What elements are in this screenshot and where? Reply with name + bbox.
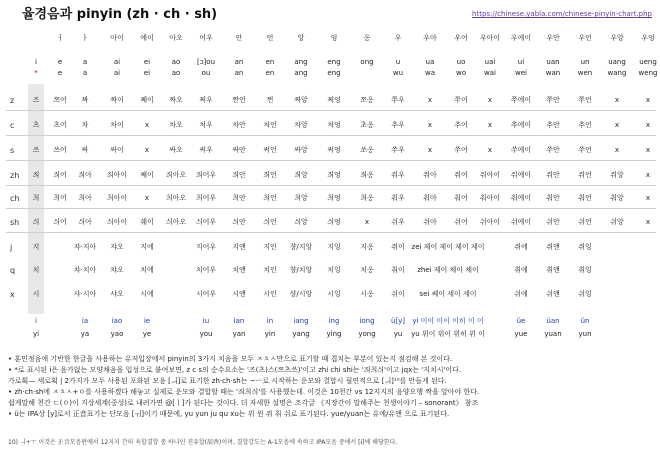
header-ko: 우엉 bbox=[641, 34, 655, 42]
table-cell: 써언 bbox=[263, 146, 277, 154]
table-cell: 쉬앤 bbox=[546, 290, 560, 298]
table-cell: 쉬언 bbox=[578, 218, 592, 226]
table-cell: 즤앙 bbox=[294, 171, 308, 179]
header-pinyin-alt: * bbox=[34, 69, 38, 77]
table-cell: 줘어 bbox=[454, 171, 468, 179]
row-initial: 츠 bbox=[32, 121, 40, 129]
bottom-pinyin-alt: yu 위이 위이 위히 위 이 bbox=[411, 330, 485, 338]
table-cell: 짜이 bbox=[110, 96, 124, 104]
table-cell: 츼아오 bbox=[165, 194, 187, 202]
table-cell: 치어우 bbox=[195, 266, 217, 274]
header-pinyin-alt: wai bbox=[484, 69, 496, 77]
bottom-pinyin-alt: ya bbox=[80, 330, 90, 338]
bottom-pinyin: i bbox=[35, 317, 37, 325]
table-cell: 처엉 bbox=[327, 121, 341, 129]
header-pinyin: [ɔ]ou bbox=[196, 58, 216, 66]
header-pinyin: uan bbox=[546, 58, 560, 66]
table-cell: 즤아오 bbox=[165, 171, 187, 179]
table-cell: 써우 bbox=[199, 146, 213, 154]
table-cell: 줘안 bbox=[546, 171, 560, 179]
header-pinyin: ueng bbox=[639, 58, 657, 66]
bottom-pinyin-alt: ying bbox=[326, 330, 342, 338]
table-cell: 싀아이 bbox=[106, 218, 128, 226]
table-cell: 쑤안 bbox=[546, 146, 560, 154]
header-pinyin-alt: wang bbox=[607, 69, 627, 77]
table-cell: 춰언 bbox=[578, 194, 592, 202]
table-cell: sei 쎄이 세이 세이 bbox=[419, 290, 477, 298]
row-divider bbox=[6, 232, 656, 233]
bottom-pinyin: iao bbox=[111, 317, 123, 325]
table-cell: 치인 bbox=[263, 266, 277, 274]
header-pinyin: an bbox=[234, 58, 244, 66]
table-cell: 즤언 bbox=[263, 171, 277, 179]
page-title: 율경음과 pinyin (zh · ch · sh) bbox=[22, 7, 218, 22]
table-cell: 싀엉 bbox=[327, 218, 341, 226]
table-cell: 즤아 bbox=[78, 171, 92, 179]
table-cell: 시어우 bbox=[195, 290, 217, 298]
row-initial: 츼 bbox=[32, 194, 40, 202]
header-pinyin-alt: wa bbox=[424, 69, 436, 77]
header-pinyin: un bbox=[580, 58, 590, 66]
table-cell: 춰우 bbox=[391, 194, 405, 202]
table-cell: 쩌엉 bbox=[327, 96, 341, 104]
row-label: sh bbox=[10, 218, 20, 227]
table-cell: 싸 bbox=[81, 146, 89, 154]
bottom-pinyin: üan bbox=[546, 317, 560, 325]
table-cell: 추우 bbox=[391, 121, 405, 129]
table-cell: x bbox=[614, 121, 620, 129]
table-cell: 즤아이 bbox=[106, 171, 128, 179]
table-cell: 쉬아 bbox=[423, 218, 437, 226]
note-line: • *로 표시된 i은 음가없는 모양채음을 입성으로 붙여보면, z c s의 순수요소는 '즈(츠)스(쯔츠쓰)'이고 zhi chi shi는 '즤츼싀'이고 jqx는 '지치시'이다. bbox=[8, 366, 462, 374]
table-cell: 시잉 bbox=[327, 290, 341, 298]
table-cell: 짜앙 bbox=[294, 96, 308, 104]
bottom-pinyin-alt: yi bbox=[32, 330, 40, 338]
row-label: zh bbox=[10, 171, 20, 180]
row-divider bbox=[6, 185, 656, 186]
table-cell: 쑤어 bbox=[454, 146, 468, 154]
note-line: • zh·ch·sh에 ㅈㅊㅅ+ㅇ를 사용하겠다 해놓고 실제로 운모와 결합할 때는 '즤츼싀'를 사용했는데. 이것은 10천간 vs 12지지의 음양오행 짝을 알아야 한다. bbox=[8, 388, 480, 396]
table-cell: 싸오 bbox=[169, 146, 183, 154]
bottom-pinyin-alt: yang bbox=[292, 330, 310, 338]
header-pinyin-alt: ao bbox=[171, 69, 181, 77]
bottom-pinyin-alt: yuan bbox=[544, 330, 562, 338]
row-label: z bbox=[10, 96, 15, 105]
header-pinyin: ei bbox=[143, 58, 151, 66]
table-cell: 추에이 bbox=[510, 121, 532, 129]
bottom-pinyin-alt: yue bbox=[514, 330, 528, 338]
bottom-pinyin: in bbox=[266, 317, 274, 325]
table-cell: 쭈언 bbox=[578, 96, 592, 104]
table-cell: 줘우 bbox=[391, 171, 405, 179]
table-cell: 싀앙 bbox=[294, 218, 308, 226]
header-pinyin-alt: e bbox=[57, 69, 63, 77]
header-pinyin: en bbox=[265, 58, 275, 66]
header-pinyin-alt: a bbox=[82, 69, 88, 77]
table-cell: 싸안 bbox=[232, 146, 246, 154]
header-ko: 엉 bbox=[330, 34, 338, 42]
table-cell: 지어우 bbox=[195, 243, 217, 251]
table-cell: 시앤 bbox=[232, 290, 246, 298]
header-ko: 아오 bbox=[169, 34, 183, 42]
table-cell: 챠·치아 bbox=[73, 266, 97, 274]
table-cell: x bbox=[645, 96, 651, 104]
table-cell: zei 제이 제이 제이 제이 bbox=[411, 243, 485, 251]
table-cell: 즤안 bbox=[232, 171, 246, 179]
row-label: ch bbox=[10, 194, 20, 203]
table-cell: zhei 제이 체이 체이 bbox=[417, 266, 479, 274]
table-cell: 치잉 bbox=[327, 266, 341, 274]
header-pinyin-alt: wei bbox=[515, 69, 527, 77]
header-pinyin: ui bbox=[517, 58, 525, 66]
table-cell: x bbox=[427, 146, 433, 154]
row-divider bbox=[6, 208, 656, 209]
table-cell: 쉬에 bbox=[514, 290, 528, 298]
table-cell: 추어 bbox=[454, 121, 468, 129]
table-cell: x bbox=[487, 146, 493, 154]
table-cell: 쭈에이 bbox=[510, 96, 532, 104]
table-cell: 줘아이 bbox=[479, 171, 501, 179]
table-cell: 취앤 bbox=[546, 266, 560, 274]
bottom-pinyin-alt: yu bbox=[393, 330, 403, 338]
table-cell: x bbox=[645, 121, 651, 129]
bottom-pinyin: ü[y] bbox=[390, 317, 406, 325]
table-cell: 춰아 bbox=[423, 194, 437, 202]
table-cell: 쉬잉 bbox=[578, 290, 592, 298]
table-cell: x bbox=[645, 218, 651, 226]
bottom-pinyin: ie bbox=[143, 317, 151, 325]
bottom-pinyin-alt: yun bbox=[578, 330, 592, 338]
table-cell: 춰에이 bbox=[510, 194, 532, 202]
table-cell: 츼언 bbox=[263, 194, 277, 202]
table-cell: 츠어 bbox=[53, 121, 67, 129]
table-cell: 츼어우 bbox=[195, 194, 217, 202]
header-pinyin-alt: ai bbox=[113, 69, 121, 77]
table-cell: 쉬아이 bbox=[479, 218, 501, 226]
table-cell: 처우 bbox=[199, 121, 213, 129]
table-cell: 쟈오 bbox=[110, 243, 124, 251]
table-cell: 싸앙 bbox=[294, 146, 308, 154]
header-ko: 어우 bbox=[199, 34, 213, 42]
table-cell: 쑤언 bbox=[578, 146, 592, 154]
initials-shade bbox=[28, 84, 44, 240]
row-divider bbox=[6, 110, 656, 111]
header-ko: 우어 bbox=[454, 34, 468, 42]
header-ko: 언 bbox=[266, 34, 274, 42]
table-cell: 싀어우 bbox=[195, 218, 217, 226]
table-cell: x bbox=[487, 96, 493, 104]
table-cell: 짠언 bbox=[232, 96, 246, 104]
table-cell: 차오 bbox=[169, 121, 183, 129]
note-line: • 훈민정음에 기반한 한글을 사용하는 유저입장에서 pinyin의 3가지 치음을 모두 ㅈㅊㅅ만으로 표기할 때 겹치는 부분이 있는지 점검해 본 것이다. bbox=[8, 355, 453, 363]
row-initial: 싀 bbox=[32, 218, 40, 226]
header-pinyin-alt: ang bbox=[294, 69, 308, 77]
table-cell: 쉬안 bbox=[546, 218, 560, 226]
header-pinyin: ao bbox=[171, 58, 181, 66]
table-cell: 즤엉 bbox=[327, 171, 341, 179]
table-cell: 쩨이 bbox=[140, 171, 154, 179]
row-initial: 즤 bbox=[32, 171, 40, 179]
table-cell: 지잉 bbox=[327, 243, 341, 251]
table-cell: 줘아 bbox=[423, 171, 437, 179]
bottom-pinyin: ia bbox=[81, 317, 89, 325]
table-cell: 츼안 bbox=[232, 194, 246, 202]
table-cell: 춰아이 bbox=[479, 194, 501, 202]
row-label: s bbox=[10, 146, 15, 155]
table-cell: x bbox=[645, 171, 651, 179]
bottom-pinyin: yi 이이 이이 이히 이 이 bbox=[412, 317, 484, 325]
header-pinyin-alt: wen bbox=[577, 69, 593, 77]
table-cell: 쉬이 bbox=[391, 290, 405, 298]
table-cell: x bbox=[614, 146, 620, 154]
table-cell: 즤옹 bbox=[360, 171, 374, 179]
table-cell: 추안 bbox=[546, 121, 560, 129]
table-cell: 춰앙 bbox=[610, 194, 624, 202]
table-cell: 시인 bbox=[263, 290, 277, 298]
note-line: 쉽게말해 천간 ㄷ(ㅇ)이 지상세계(중성)로 내려가면 @[ㅣ]가 된다는 것이다. 더 자세한 설명은 조각글 《지장간이 말해주는 천생이야기 – sonorant》 참조 bbox=[8, 399, 479, 407]
bottom-pinyin: ün bbox=[580, 317, 590, 325]
note-line: • ü는 IPA상 [y]로서 正音표기는 단모음 [ㅟ]이기 때문에, yu yun ju qu xu는 위 윈 쥐 취 쉬로 표기된다. yue/yuan는 유에/유앤 으로 표기된다. bbox=[8, 410, 450, 418]
table-cell: 챠오 bbox=[110, 266, 124, 274]
table-cell: 치옹 bbox=[360, 266, 374, 274]
table-cell: 쪼옹 bbox=[360, 96, 374, 104]
note-line: 가로획— 세로획 | 2가지가 모두 사용된 포화된 모음 [ㅢ]로 표기한 zh·ch·sh는 ~ㅡ로 시작하는 운모와 결합시 필연적으로 [ㅢ]¹⁰를 만들게 된다. bbox=[8, 377, 447, 385]
header-ko: 에이 bbox=[140, 34, 154, 42]
header-ko: 우에이 bbox=[510, 34, 532, 42]
table-cell: 초옹 bbox=[360, 121, 374, 129]
header-ko: 앙 bbox=[297, 34, 305, 42]
table-cell: 츼옹 bbox=[360, 194, 374, 202]
table-cell: 쥐이 bbox=[391, 243, 405, 251]
table-cell: 쉬앙 bbox=[610, 218, 624, 226]
table-cell: 치앤 bbox=[232, 266, 246, 274]
table-cell: x bbox=[364, 218, 370, 226]
table-cell: x bbox=[427, 96, 433, 104]
table-cell: 쩨이 bbox=[140, 96, 154, 104]
table-cell: 차 bbox=[81, 121, 89, 129]
table-cell: 시에 bbox=[140, 290, 154, 298]
table-cell: 쑤우 bbox=[391, 146, 405, 154]
row-label: x bbox=[10, 290, 15, 299]
header-ko: 우아 bbox=[423, 34, 437, 42]
table-cell: 차안 bbox=[232, 121, 246, 129]
table-cell: 샤·시아 bbox=[73, 290, 97, 298]
table-cell: 츼앙 bbox=[294, 194, 308, 202]
table-cell: x bbox=[144, 194, 150, 202]
header-pinyin-alt: eng bbox=[327, 69, 341, 77]
table-cell: 차앙 bbox=[294, 121, 308, 129]
table-cell: 싀언 bbox=[263, 218, 277, 226]
table-cell: 지옹 bbox=[360, 243, 374, 251]
table-cell: 싀어 bbox=[53, 218, 67, 226]
table-cell: 춰어 bbox=[454, 194, 468, 202]
table-cell: 샤오 bbox=[110, 290, 124, 298]
table-cell: 쉬어 bbox=[454, 218, 468, 226]
table-cell: 취에 bbox=[514, 266, 528, 274]
table-cell: x bbox=[645, 194, 651, 202]
header-pinyin-alt: weng bbox=[638, 69, 658, 77]
table-cell: 쯔어 bbox=[53, 96, 67, 104]
table-cell: 쥐에 bbox=[514, 243, 528, 251]
table-cell: 쟝/지앙 bbox=[289, 243, 313, 251]
header-pinyin: e bbox=[57, 58, 63, 66]
table-cell: x bbox=[144, 121, 150, 129]
table-cell: 츼엉 bbox=[327, 194, 341, 202]
table-cell: 즤어 bbox=[53, 171, 67, 179]
header-ko: 우앙 bbox=[610, 34, 624, 42]
table-cell: 춰안 bbox=[546, 194, 560, 202]
table-cell: 쥐앤 bbox=[546, 243, 560, 251]
table-cell: 줘언 bbox=[578, 171, 592, 179]
row-divider bbox=[6, 160, 656, 161]
row-label: j bbox=[10, 243, 13, 252]
bottom-pinyin: üe bbox=[516, 317, 526, 325]
table-cell: 샹/시앙 bbox=[289, 290, 313, 298]
header-ko: 우 bbox=[394, 34, 402, 42]
row-initial: 쓰 bbox=[32, 146, 40, 154]
table-cell: x bbox=[427, 121, 433, 129]
header-pinyin: ai bbox=[113, 58, 121, 66]
table-cell: x bbox=[614, 96, 620, 104]
bottom-pinyin: iong bbox=[359, 317, 375, 325]
table-cell: 줘에이 bbox=[510, 171, 532, 179]
table-cell: 줘앙 bbox=[610, 171, 624, 179]
table-cell: 츼아이 bbox=[106, 194, 128, 202]
header-pinyin: i bbox=[35, 58, 37, 66]
row-initial: 지 bbox=[32, 243, 40, 251]
table-cell: 쑤에이 bbox=[510, 146, 532, 154]
table-cell: 쓰어 bbox=[53, 146, 67, 154]
header-ko: ㅏ bbox=[81, 34, 89, 42]
bottom-pinyin: ian bbox=[233, 317, 245, 325]
bottom-pinyin-alt: yao bbox=[110, 330, 124, 338]
header-pinyin-alt: en bbox=[265, 69, 275, 77]
header-pinyin-alt: wu bbox=[392, 69, 404, 77]
bottom-pinyin-alt: yin bbox=[264, 330, 276, 338]
source-link[interactable]: https://chinese.yabla.com/chinese-pinyin-chart.php bbox=[472, 10, 652, 18]
header-ko: 안 bbox=[235, 34, 243, 42]
header-pinyin: ua bbox=[425, 58, 435, 66]
header-pinyin-alt: ou bbox=[201, 69, 211, 77]
header-ko: 우안 bbox=[546, 34, 560, 42]
table-cell: 쉬우 bbox=[391, 218, 405, 226]
row-label: c bbox=[10, 121, 15, 130]
table-cell: 쥐잉 bbox=[578, 243, 592, 251]
row-initial: 치 bbox=[32, 266, 40, 274]
table-cell: 처언 bbox=[263, 121, 277, 129]
table-cell: 싀안 bbox=[232, 218, 246, 226]
header-pinyin: eng bbox=[327, 58, 341, 66]
header-ko: 우아이 bbox=[479, 34, 501, 42]
row-divider bbox=[6, 135, 656, 136]
header-ko: 우언 bbox=[578, 34, 592, 42]
table-cell: 츼아 bbox=[78, 194, 92, 202]
table-cell: 쉐이 bbox=[140, 218, 154, 226]
table-cell: 짜 bbox=[81, 96, 89, 104]
table-cell: 짜오 bbox=[169, 96, 183, 104]
footnote: 10) ㅢ+ㅜ 이것은 正音모음편에서 12지지 간의 육합결합 중 하나인 진유합(辰酉)이며, 결합강도는 A-1모음에 속하고 IPA모음 중에서 [ɨ]에 해당한다. bbox=[8, 439, 398, 446]
header-pinyin: uang bbox=[608, 58, 626, 66]
table-cell: 쭈우 bbox=[391, 96, 405, 104]
table-cell: x bbox=[144, 146, 150, 154]
header-pinyin-alt: ei bbox=[143, 69, 151, 77]
table-cell: x bbox=[487, 121, 493, 129]
table-cell: 쩐 bbox=[266, 96, 274, 104]
bottom-pinyin: iu bbox=[202, 317, 210, 325]
bottom-pinyin-alt: ye bbox=[142, 330, 152, 338]
bottom-pinyin-alt: yong bbox=[358, 330, 376, 338]
bottom-pinyin: iang bbox=[293, 317, 309, 325]
table-cell: 지에 bbox=[140, 243, 154, 251]
header-ko: 옹 bbox=[363, 34, 371, 42]
table-cell: 쟈·지아 bbox=[73, 243, 97, 251]
header-pinyin-alt: an bbox=[234, 69, 244, 77]
table-cell: 챵/치앙 bbox=[289, 266, 313, 274]
bottom-pinyin-alt: you bbox=[199, 330, 213, 338]
header-pinyin: uai bbox=[484, 58, 496, 66]
header-pinyin-alt: wan bbox=[545, 69, 561, 77]
header-ko: 아이 bbox=[110, 34, 124, 42]
table-cell: 싀아 bbox=[78, 218, 92, 226]
header-pinyin: ong bbox=[360, 58, 374, 66]
table-cell: 취이 bbox=[391, 266, 405, 274]
table-cell: 싸이 bbox=[110, 146, 124, 154]
table-cell: 쭈어 bbox=[454, 96, 468, 104]
table-cell: 즤어우 bbox=[195, 171, 217, 179]
header-pinyin: ang bbox=[294, 58, 308, 66]
bottom-pinyin-alt: yan bbox=[232, 330, 246, 338]
header-ko: ㅓ bbox=[56, 34, 64, 42]
table-cell: 츼어 bbox=[53, 194, 67, 202]
table-cell: 차이 bbox=[110, 121, 124, 129]
header-pinyin-alt: wo bbox=[455, 69, 467, 77]
bottom-pinyin: ing bbox=[328, 317, 340, 325]
table-cell: 지인 bbox=[263, 243, 277, 251]
row-initial: 시 bbox=[32, 290, 40, 298]
table-cell: 쩌우 bbox=[199, 96, 213, 104]
table-cell: 써엉 bbox=[327, 146, 341, 154]
table-cell: 쉬에이 bbox=[510, 218, 532, 226]
header-pinyin: uo bbox=[456, 58, 466, 66]
row-initial: 즈 bbox=[32, 96, 40, 104]
notes bbox=[8, 354, 656, 420]
table-cell: 시옹 bbox=[360, 290, 374, 298]
table-cell: 취잉 bbox=[578, 266, 592, 274]
table-cell: x bbox=[645, 146, 651, 154]
table-cell: 지앤 bbox=[232, 243, 246, 251]
row-label: q bbox=[10, 266, 16, 275]
header-pinyin: u bbox=[395, 58, 401, 66]
table-cell: 치에 bbox=[140, 266, 154, 274]
table-cell: 싀아오 bbox=[165, 218, 187, 226]
table-cell: 추언 bbox=[578, 121, 592, 129]
table-cell: 쏘옹 bbox=[360, 146, 374, 154]
header-pinyin: a bbox=[82, 58, 88, 66]
table-cell: 쭈안 bbox=[546, 96, 560, 104]
